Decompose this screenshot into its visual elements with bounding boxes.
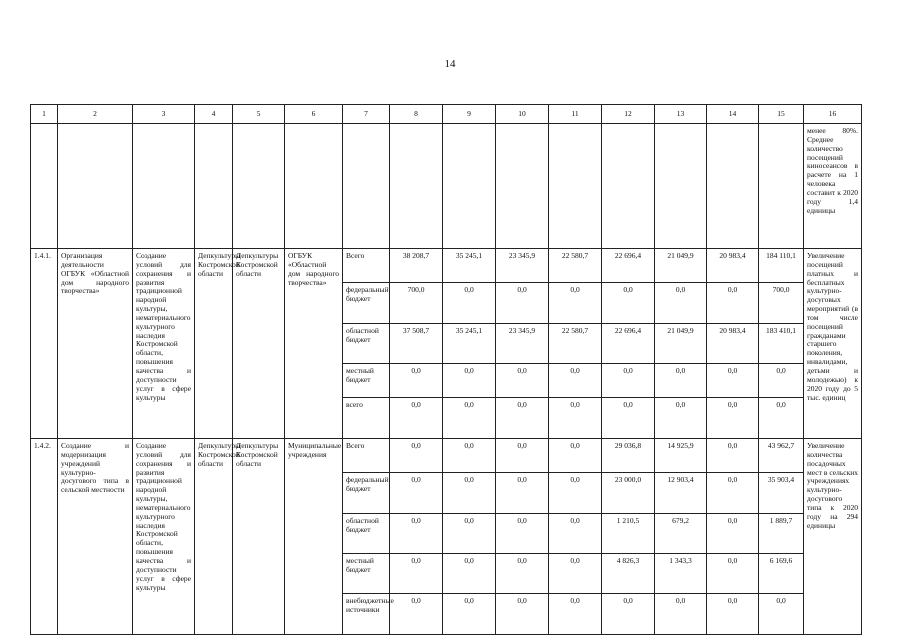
value-cell: 35 903,4: [759, 473, 804, 514]
value-cell: 0,0: [390, 514, 443, 554]
value-cell: 0,0: [655, 364, 707, 398]
item-number: 1.4.2.: [31, 439, 58, 635]
value-cell: 0,0: [759, 594, 804, 635]
value-cell: 4 826,3: [602, 554, 655, 594]
activity-name: Организация деятельности ОГБУК «Областной дом народного творчества»: [58, 249, 133, 439]
value-cell: 0,0: [496, 554, 549, 594]
value-cell: 43 962,7: [759, 439, 804, 473]
table-row: [31, 249, 862, 283]
source-name: Всего: [343, 249, 390, 283]
source-name: местный бюджет: [343, 554, 390, 594]
budget-table: [30, 104, 862, 635]
value-cell: 20 983,4: [707, 249, 759, 283]
value-cell: 0,0: [496, 439, 549, 473]
value-cell: 0,0: [390, 594, 443, 635]
value-cell: 183 410,1: [759, 324, 804, 364]
col-header: 3: [133, 105, 195, 124]
value-cell: 0,0: [549, 473, 602, 514]
item-number: 1.4.1.: [31, 249, 58, 439]
value-cell: 0,0: [655, 283, 707, 324]
value-cell: 22 580,7: [549, 249, 602, 283]
value-cell: 12 903,4: [655, 473, 707, 514]
col-header: 11: [549, 105, 602, 124]
value-cell: 14 925,9: [655, 439, 707, 473]
table-row: [31, 439, 862, 473]
col-header: 10: [496, 105, 549, 124]
col-header: 16: [804, 105, 862, 124]
value-cell: 22 696,4: [602, 249, 655, 283]
value-cell: 0,0: [496, 364, 549, 398]
responsible: Депкультуры Костромской области: [195, 439, 233, 635]
value-cell: 0,0: [443, 364, 496, 398]
col-header: 7: [343, 105, 390, 124]
value-cell: 1 343,3: [655, 554, 707, 594]
source-name: областной бюджет: [343, 324, 390, 364]
col-header: 9: [443, 105, 496, 124]
value-cell: 0,0: [549, 439, 602, 473]
value-cell: 0,0: [390, 398, 443, 439]
header-row: [31, 105, 862, 124]
source-name: федеральный бюджет: [343, 283, 390, 324]
co-executor: Депкультуры Костромской области: [233, 249, 285, 439]
value-cell: 0,0: [443, 439, 496, 473]
value-cell: 1 889,7: [759, 514, 804, 554]
result-text: Увеличение посещений платных и бесплатных культурно-досуговых мероприятий (в том числе посещений гражданами старшего поколения, инвалидами, детьми и молодежью) к 2020 году до 5 тыс. единиц: [804, 249, 862, 439]
value-cell: 0,0: [549, 554, 602, 594]
value-cell: 0,0: [707, 283, 759, 324]
value-cell: 700,0: [390, 283, 443, 324]
value-cell: 0,0: [549, 594, 602, 635]
value-cell: 0,0: [759, 364, 804, 398]
page-number: 14: [444, 58, 456, 70]
value-cell: 6 169,6: [759, 554, 804, 594]
value-cell: 1 210,5: [602, 514, 655, 554]
value-cell: 21 049,9: [655, 324, 707, 364]
value-cell: 20 983,4: [707, 324, 759, 364]
value-cell: 0,0: [602, 398, 655, 439]
col-header: 6: [285, 105, 343, 124]
col-header: 15: [759, 105, 804, 124]
value-cell: 0,0: [390, 473, 443, 514]
col-header: 2: [58, 105, 133, 124]
source-name: федеральный бюджет: [343, 473, 390, 514]
value-cell: 0,0: [759, 398, 804, 439]
value-cell: 0,0: [655, 398, 707, 439]
value-cell: 0,0: [707, 514, 759, 554]
result-text: Увеличение количества посадочных мест в сельских учреждениях культурно-досугового типа к 2020 году на 294 единицы: [804, 439, 862, 635]
value-cell: 0,0: [549, 364, 602, 398]
col-header: 1: [31, 105, 58, 124]
value-cell: 679,2: [655, 514, 707, 554]
value-cell: 0,0: [496, 473, 549, 514]
col-header: 5: [233, 105, 285, 124]
value-cell: 0,0: [707, 398, 759, 439]
value-cell: 0,0: [496, 594, 549, 635]
value-cell: 184 110,1: [759, 249, 804, 283]
value-cell: 35 245,1: [443, 324, 496, 364]
continuation-row: [31, 124, 862, 249]
value-cell: 29 036,8: [602, 439, 655, 473]
value-cell: 23 345,9: [496, 324, 549, 364]
value-cell: 0,0: [390, 364, 443, 398]
source-name: внебюджетные источники: [343, 594, 390, 635]
value-cell: 22 696,4: [602, 324, 655, 364]
col-header: 13: [655, 105, 707, 124]
value-cell: 0,0: [602, 364, 655, 398]
value-cell: 0,0: [496, 398, 549, 439]
value-cell: 0,0: [496, 514, 549, 554]
value-cell: 0,0: [707, 594, 759, 635]
col-header: 4: [195, 105, 233, 124]
value-cell: 35 245,1: [443, 249, 496, 283]
value-cell: 0,0: [602, 594, 655, 635]
task-text: Создание условий для сохранения и развития традиционной народной культуры, нематериального культурного наследия Костромской области, повышения качества и доступности услуг в сфере культуры: [133, 249, 195, 439]
value-cell: 0,0: [390, 439, 443, 473]
col-header: 14: [707, 105, 759, 124]
value-cell: 0,0: [443, 594, 496, 635]
value-cell: 0,0: [707, 473, 759, 514]
value-cell: 22 580,7: [549, 324, 602, 364]
value-cell: 38 208,7: [390, 249, 443, 283]
value-cell: 0,0: [602, 283, 655, 324]
value-cell: 0,0: [443, 514, 496, 554]
task-text: Создание условий для сохранения и развития традиционной народной культуры, нематериального культурного наследия Костромской области, повышения качества и доступности услуг в сфере культуры: [133, 439, 195, 635]
value-cell: 0,0: [549, 398, 602, 439]
source-name: Всего: [343, 439, 390, 473]
co-executor: Депкультуры Костромской области: [233, 439, 285, 635]
value-cell: 23 000,0: [602, 473, 655, 514]
value-cell: 0,0: [443, 283, 496, 324]
value-cell: 0,0: [707, 364, 759, 398]
source-name: местный бюджет: [343, 364, 390, 398]
value-cell: 0,0: [496, 283, 549, 324]
value-cell: 0,0: [707, 439, 759, 473]
participant: Муниципальные учреждения: [285, 439, 343, 635]
value-cell: 0,0: [443, 398, 496, 439]
source-name: всего: [343, 398, 390, 439]
value-cell: 0,0: [549, 514, 602, 554]
responsible: Депкультуры Костромской области: [195, 249, 233, 439]
value-cell: 23 345,9: [496, 249, 549, 283]
value-cell: 0,0: [390, 554, 443, 594]
value-cell: 37 508,7: [390, 324, 443, 364]
result-text: менее 80%. Среднее количество посещений киносеансов в расчете на 1 человека составит к 2020 году 1,4 единицы: [804, 124, 862, 249]
source-name: областной бюджет: [343, 514, 390, 554]
activity-name: Создание и модернизация учреждений культурно-досугового типа в сельской местности: [58, 439, 133, 635]
value-cell: 700,0: [759, 283, 804, 324]
value-cell: 0,0: [443, 473, 496, 514]
col-header: 12: [602, 105, 655, 124]
participant: ОГБУК «Областной дом народного творчества»: [285, 249, 343, 439]
value-cell: 0,0: [549, 283, 602, 324]
value-cell: 21 049,9: [655, 249, 707, 283]
value-cell: 0,0: [655, 594, 707, 635]
value-cell: 0,0: [443, 554, 496, 594]
col-header: 8: [390, 105, 443, 124]
value-cell: 0,0: [707, 554, 759, 594]
